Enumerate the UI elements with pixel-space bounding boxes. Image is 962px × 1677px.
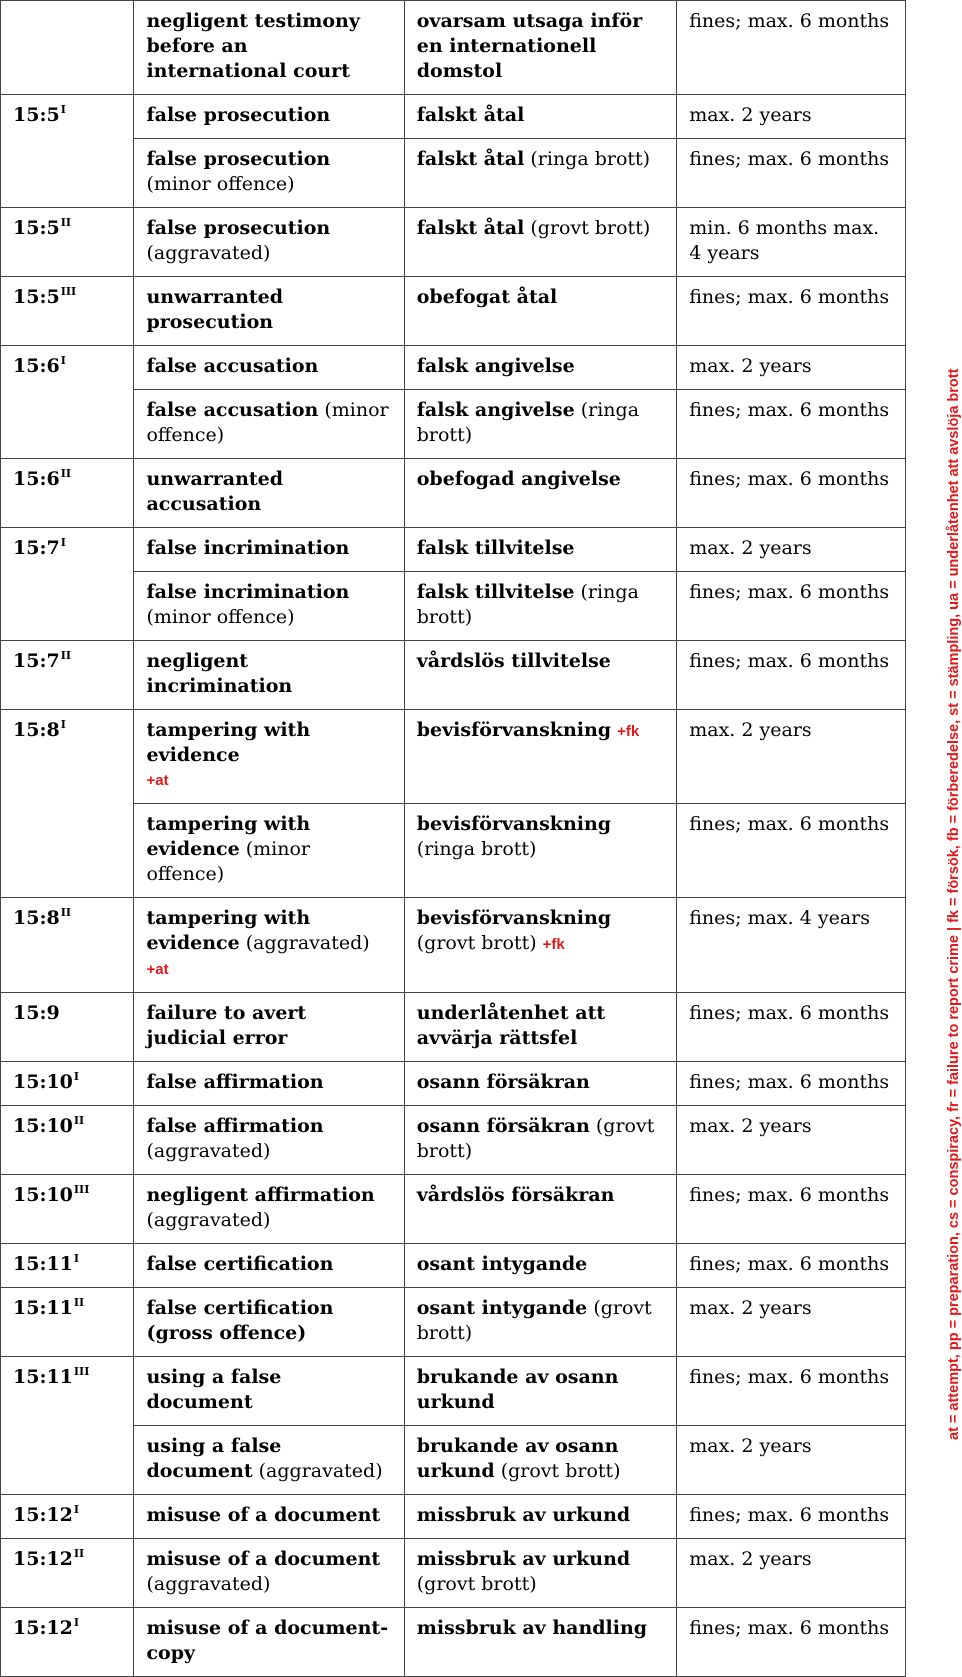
swedish-offence-cell bbox=[404, 1608, 676, 1677]
section-number: 15:8 bbox=[13, 907, 60, 929]
swedish-offence-cell bbox=[404, 1539, 676, 1608]
swedish-offence-cell bbox=[404, 95, 676, 139]
penalty-cell bbox=[677, 390, 906, 459]
penalty-cell bbox=[677, 993, 906, 1062]
english-offence-qualifier: (aggravated) bbox=[146, 242, 271, 264]
section-cell bbox=[1, 1062, 134, 1106]
swedish-offence-cell bbox=[404, 459, 676, 528]
swedish-offence-name: obefogad angivelse bbox=[416, 468, 621, 490]
swedish-offence-name: ovarsam utsaga inför en internationell domstol bbox=[416, 10, 643, 82]
penalty-text: fines; max. 6 months bbox=[689, 10, 890, 32]
section-cell bbox=[1, 208, 134, 277]
swedish-offence-cell bbox=[404, 208, 676, 277]
swedish-offence-cell bbox=[404, 1062, 676, 1106]
section-cell bbox=[1, 1175, 134, 1244]
table-row bbox=[1, 139, 906, 208]
english-offence-qualifier: (minor offence) bbox=[146, 399, 389, 446]
swedish-offence-name: brukande av osann urkund bbox=[416, 1435, 619, 1482]
penalty-text: fines; max. 6 months bbox=[689, 1253, 890, 1275]
paragraph-numeral: I bbox=[60, 536, 66, 549]
swedish-offence-cell bbox=[404, 993, 676, 1062]
swedish-offence-qualifier: (ringa brott) bbox=[524, 148, 651, 170]
swedish-offence-name: falsk tillvitelse bbox=[416, 581, 575, 603]
english-offence-name: false prosecution bbox=[146, 217, 331, 239]
penalty-cell bbox=[677, 346, 906, 390]
english-offence-name: false affirmation bbox=[146, 1115, 324, 1137]
english-offence-cell bbox=[134, 1244, 404, 1288]
section-number: 15:6 bbox=[13, 468, 60, 490]
section-cell bbox=[1, 898, 134, 993]
penalty-text: fines; max. 6 months bbox=[689, 1617, 890, 1639]
swedish-offence-cell bbox=[404, 1175, 676, 1244]
section-cell bbox=[1, 804, 134, 898]
swedish-offence-cell bbox=[404, 139, 676, 208]
penalty-cell bbox=[677, 898, 906, 993]
table-row bbox=[1, 390, 906, 459]
english-offence-qualifier: (minor offence) bbox=[146, 173, 295, 195]
english-offence-cell bbox=[134, 1539, 404, 1608]
table-row bbox=[1, 1539, 906, 1608]
swedish-offence-name: bevisförvanskning bbox=[416, 719, 612, 741]
table-row bbox=[1, 804, 906, 898]
table-row bbox=[1, 1106, 906, 1175]
section-cell bbox=[1, 346, 134, 390]
english-offence-cell bbox=[134, 804, 404, 898]
swedish-offence-name: vårdslös försäkran bbox=[416, 1184, 615, 1206]
section-number: 15:11 bbox=[13, 1297, 73, 1319]
swedish-offence-name: brukande av osann urkund bbox=[416, 1366, 619, 1413]
penalty-text: fines; max. 6 months bbox=[689, 650, 890, 672]
penalty-cell bbox=[677, 528, 906, 572]
english-punishability-tag: +at bbox=[146, 772, 169, 789]
section-number: 15:12 bbox=[13, 1504, 73, 1526]
penalty-cell bbox=[677, 277, 906, 346]
table-row bbox=[1, 993, 906, 1062]
section-cell bbox=[1, 1539, 134, 1608]
english-offence-qualifier: (aggravated) bbox=[146, 1209, 271, 1231]
swedish-offence-cell bbox=[404, 804, 676, 898]
section-number: 15:7 bbox=[13, 650, 60, 672]
penalty-text: fines; max. 4 years bbox=[689, 907, 870, 929]
english-offence-name: tampering with evidence bbox=[146, 719, 311, 766]
english-offence-name: unwarranted accusation bbox=[146, 468, 284, 515]
penalty-cell bbox=[677, 641, 906, 710]
english-offence-cell bbox=[134, 528, 404, 572]
english-offence-cell bbox=[134, 993, 404, 1062]
table-row bbox=[1, 277, 906, 346]
section-cell bbox=[1, 1244, 134, 1288]
swedish-offence-cell bbox=[404, 641, 676, 710]
swedish-offence-name: vårdslös tillvitelse bbox=[416, 650, 611, 672]
section-cell bbox=[1, 459, 134, 528]
paragraph-numeral: II bbox=[73, 1114, 85, 1127]
swedish-offence-name: falskt åtal bbox=[416, 148, 525, 170]
penalty-cell bbox=[677, 1539, 906, 1608]
penalty-cell bbox=[677, 459, 906, 528]
swedish-offence-qualifier: (ringa brott) bbox=[416, 581, 639, 628]
english-punishability-tag: +at bbox=[146, 961, 169, 978]
english-offence-cell bbox=[134, 95, 404, 139]
swedish-offence-qualifier: (grovt brott) bbox=[416, 1297, 652, 1344]
penalty-text: fines; max. 6 months bbox=[689, 286, 890, 308]
english-offence-name: tampering with evidence bbox=[146, 907, 311, 954]
paragraph-numeral: II bbox=[73, 1547, 85, 1560]
penalty-text: max. 2 years bbox=[689, 1435, 812, 1457]
english-offence-cell bbox=[134, 1106, 404, 1175]
swedish-offence-name: osant intygande bbox=[416, 1253, 588, 1275]
penalty-text: fines; max. 6 months bbox=[689, 1002, 890, 1024]
penalty-text: max. 2 years bbox=[689, 1297, 812, 1319]
penalty-text: fines; max. 6 months bbox=[689, 813, 890, 835]
section-cell bbox=[1, 572, 134, 641]
english-offence-qualifier: (aggravated) bbox=[239, 932, 370, 954]
penalty-cell bbox=[677, 572, 906, 641]
english-offence-cell bbox=[134, 208, 404, 277]
swedish-offence-qualifier: (ringa brott) bbox=[416, 399, 640, 446]
swedish-offence-cell bbox=[404, 1495, 676, 1539]
section-number: 15:5 bbox=[13, 286, 60, 308]
english-offence-qualifier: (aggravated) bbox=[252, 1460, 383, 1482]
table-row bbox=[1, 346, 906, 390]
paragraph-numeral: I bbox=[73, 1616, 80, 1629]
swedish-offence-name: falsk angivelse bbox=[416, 399, 575, 421]
swedish-offence-qualifier: (grovt brott) bbox=[494, 1460, 621, 1482]
english-offence-cell bbox=[134, 390, 404, 459]
english-offence-cell bbox=[134, 139, 404, 208]
english-offence-cell bbox=[134, 1357, 404, 1426]
section-cell bbox=[1, 95, 134, 139]
table-row bbox=[1, 898, 906, 993]
english-offence-cell bbox=[134, 1062, 404, 1106]
paragraph-numeral: II bbox=[60, 467, 71, 480]
swedish-offence-cell bbox=[404, 1357, 676, 1426]
penalty-text: max. 2 years bbox=[689, 1115, 812, 1137]
english-offence-cell bbox=[134, 346, 404, 390]
section-number: 15:12 bbox=[13, 1617, 73, 1639]
english-offence-cell bbox=[134, 710, 404, 804]
section-cell bbox=[1, 993, 134, 1062]
table-row bbox=[1, 1426, 906, 1495]
swedish-offence-name: falskt åtal bbox=[416, 217, 525, 239]
english-offence-qualifier: (minor offence) bbox=[146, 838, 310, 885]
swedish-offence-qualifier: (grovt brott) bbox=[416, 1573, 537, 1595]
section-number: 15:11 bbox=[13, 1253, 73, 1275]
section-cell bbox=[1, 277, 134, 346]
english-offence-cell bbox=[134, 898, 404, 993]
english-offence-cell bbox=[134, 572, 404, 641]
penalty-text: fines; max. 6 months bbox=[689, 148, 890, 170]
section-number: 15:9 bbox=[13, 1002, 60, 1024]
english-offence-name: failure to avert judicial error bbox=[146, 1002, 307, 1049]
english-offence-cell bbox=[134, 1426, 404, 1495]
english-offence-qualifier: (aggravated) bbox=[146, 1140, 271, 1162]
paragraph-numeral: I bbox=[60, 718, 66, 731]
english-offence-cell bbox=[134, 277, 404, 346]
penalty-cell bbox=[677, 1, 906, 95]
penalty-cell bbox=[677, 95, 906, 139]
penalty-cell bbox=[677, 1175, 906, 1244]
swedish-punishability-tag: +fk bbox=[542, 936, 565, 953]
swedish-offence-qualifier: (grovt brott) bbox=[416, 932, 537, 954]
swedish-offence-name: falskt åtal bbox=[416, 104, 525, 126]
table-row bbox=[1, 572, 906, 641]
section-number: 15:5 bbox=[13, 104, 60, 126]
paragraph-numeral: II bbox=[60, 649, 71, 662]
section-number: 15:5 bbox=[13, 217, 60, 239]
paragraph-numeral: III bbox=[73, 1183, 90, 1196]
table-row bbox=[1, 1175, 906, 1244]
english-offence-cell bbox=[134, 1495, 404, 1539]
section-number: 15:10 bbox=[13, 1115, 73, 1137]
table-row bbox=[1, 1, 906, 95]
english-offence-name: false prosecution bbox=[146, 104, 331, 126]
swedish-offence-cell bbox=[404, 710, 676, 804]
penalty-cell bbox=[677, 1062, 906, 1106]
paragraph-numeral: I bbox=[60, 354, 66, 367]
swedish-punishability-tag: +fk bbox=[617, 723, 640, 740]
swedish-offence-name: missbruk av handling bbox=[416, 1617, 648, 1639]
english-offence-cell bbox=[134, 1, 404, 95]
swedish-offence-name: obefogat åtal bbox=[416, 286, 558, 308]
paragraph-numeral: I bbox=[73, 1070, 80, 1083]
penalty-text: fines; max. 6 months bbox=[689, 1366, 890, 1388]
table-row bbox=[1, 1608, 906, 1677]
section-cell bbox=[1, 1608, 134, 1677]
english-offence-name: false accusation bbox=[146, 399, 319, 421]
table-row bbox=[1, 1357, 906, 1426]
paragraph-numeral: II bbox=[73, 1296, 85, 1309]
penalty-cell bbox=[677, 1608, 906, 1677]
table-row bbox=[1, 1288, 906, 1357]
abbreviation-legend: at = attempt, pp = preparation, cs = conspiracy, fr = failure to report crime | fk = försök, fb = förberedelse, st = stämpling, ua = underlåtenhet att avslöja brott bbox=[946, 368, 962, 1440]
section-number: 15:10 bbox=[13, 1184, 73, 1206]
table-row bbox=[1, 208, 906, 277]
swedish-offence-name: osann försäkran bbox=[416, 1071, 590, 1093]
english-offence-name: misuse of a document bbox=[146, 1504, 381, 1526]
penalty-cell bbox=[677, 1426, 906, 1495]
swedish-offence-name: missbruk av urkund bbox=[416, 1504, 631, 1526]
swedish-offence-name: bevisförvanskning bbox=[416, 907, 612, 929]
paragraph-numeral: III bbox=[73, 1365, 90, 1378]
table-row bbox=[1, 1244, 906, 1288]
swedish-offence-name: osann försäkran bbox=[416, 1115, 590, 1137]
paragraph-numeral: II bbox=[60, 906, 71, 919]
section-cell bbox=[1, 390, 134, 459]
penalty-cell bbox=[677, 139, 906, 208]
english-offence-cell bbox=[134, 1288, 404, 1357]
penalty-cell bbox=[677, 1357, 906, 1426]
swedish-offence-name: underlåtenhet att avvärja rättsfel bbox=[416, 1002, 606, 1049]
english-offence-name: using a false document bbox=[146, 1435, 282, 1482]
table-row bbox=[1, 710, 906, 804]
swedish-offence-cell bbox=[404, 390, 676, 459]
english-offence-name: unwarranted prosecution bbox=[146, 286, 284, 333]
swedish-offence-cell bbox=[404, 1, 676, 95]
swedish-offence-name: osant intygande bbox=[416, 1297, 588, 1319]
penalty-text: fines; max. 6 months bbox=[689, 468, 890, 490]
paragraph-numeral: I bbox=[73, 1252, 80, 1265]
penalty-text: max. 2 years bbox=[689, 104, 812, 126]
english-offence-name: tampering with evidence bbox=[146, 813, 311, 860]
section-number: 15:11 bbox=[13, 1366, 73, 1388]
english-offence-name: negligent incrimination bbox=[146, 650, 293, 697]
penalty-cell bbox=[677, 1244, 906, 1288]
english-offence-cell bbox=[134, 1608, 404, 1677]
penalty-cell bbox=[677, 804, 906, 898]
english-offence-name: false certification (gross offence) bbox=[146, 1297, 334, 1344]
section-cell bbox=[1, 1288, 134, 1357]
swedish-offence-cell bbox=[404, 898, 676, 993]
english-offence-qualifier: (minor offence) bbox=[146, 606, 295, 628]
paragraph-numeral: I bbox=[73, 1503, 80, 1516]
paragraph-numeral: III bbox=[60, 285, 77, 298]
penalty-text: fines; max. 6 months bbox=[689, 1504, 890, 1526]
english-offence-name: false incrimination bbox=[146, 581, 350, 603]
swedish-offence-name: falsk tillvitelse bbox=[416, 537, 575, 559]
penalty-cell bbox=[677, 208, 906, 277]
english-offence-name: negligent testimony before an international court bbox=[146, 10, 360, 82]
swedish-offence-cell bbox=[404, 277, 676, 346]
english-offence-name: misuse of a document bbox=[146, 1548, 381, 1570]
paragraph-numeral: I bbox=[60, 103, 66, 116]
section-cell bbox=[1, 641, 134, 710]
swedish-offence-cell bbox=[404, 572, 676, 641]
swedish-offence-qualifier: (ringa brott) bbox=[416, 838, 537, 860]
table-row bbox=[1, 1495, 906, 1539]
swedish-offence-name: missbruk av urkund bbox=[416, 1548, 631, 1570]
section-number: 15:6 bbox=[13, 355, 60, 377]
english-offence-name: false incrimination bbox=[146, 537, 350, 559]
table-row bbox=[1, 459, 906, 528]
penalty-text: min. 6 months max. 4 years bbox=[689, 217, 880, 264]
penalty-cell bbox=[677, 1288, 906, 1357]
swedish-offence-name: bevisförvanskning bbox=[416, 813, 612, 835]
section-number: 15:12 bbox=[13, 1548, 73, 1570]
english-offence-name: false certification bbox=[146, 1253, 334, 1275]
paragraph-numeral: II bbox=[60, 216, 71, 229]
english-offence-name: false accusation bbox=[146, 355, 319, 377]
penalty-text: fines; max. 6 months bbox=[689, 581, 890, 603]
section-cell bbox=[1, 1426, 134, 1495]
section-cell bbox=[1, 528, 134, 572]
section-cell bbox=[1, 139, 134, 208]
penalty-text: max. 2 years bbox=[689, 355, 812, 377]
english-offence-cell bbox=[134, 641, 404, 710]
penalty-cell bbox=[677, 710, 906, 804]
section-cell bbox=[1, 1495, 134, 1539]
penalty-cell bbox=[677, 1495, 906, 1539]
penalty-text: fines; max. 6 months bbox=[689, 1184, 890, 1206]
section-cell bbox=[1, 1106, 134, 1175]
swedish-offence-name: falsk angivelse bbox=[416, 355, 575, 377]
section-cell bbox=[1, 710, 134, 804]
english-offence-name: false affirmation bbox=[146, 1071, 324, 1093]
penalty-text: max. 2 years bbox=[689, 537, 812, 559]
swedish-offence-qualifier: (grovt brott) bbox=[416, 1115, 655, 1162]
offence-table-body bbox=[1, 1, 906, 1677]
penalty-cell bbox=[677, 1106, 906, 1175]
swedish-offence-cell bbox=[404, 1426, 676, 1495]
penalty-text: fines; max. 6 months bbox=[689, 1071, 890, 1093]
english-offence-qualifier: (aggravated) bbox=[146, 1573, 271, 1595]
section-cell bbox=[1, 1, 134, 95]
section-number: 15:7 bbox=[13, 537, 60, 559]
english-offence-cell bbox=[134, 1175, 404, 1244]
table-row bbox=[1, 95, 906, 139]
english-offence-cell bbox=[134, 459, 404, 528]
penalty-text: fines; max. 6 months bbox=[689, 399, 890, 421]
table-row bbox=[1, 1062, 906, 1106]
english-offence-name: false prosecution bbox=[146, 148, 331, 170]
section-number: 15:10 bbox=[13, 1071, 73, 1093]
penalty-text: max. 2 years bbox=[689, 1548, 812, 1570]
swedish-offence-cell bbox=[404, 1244, 676, 1288]
swedish-offence-cell bbox=[404, 1106, 676, 1175]
table-row bbox=[1, 641, 906, 710]
swedish-offence-cell bbox=[404, 1288, 676, 1357]
english-offence-name: misuse of a document-copy bbox=[146, 1617, 389, 1664]
swedish-offence-cell bbox=[404, 528, 676, 572]
table-row bbox=[1, 528, 906, 572]
section-number: 15:8 bbox=[13, 719, 60, 741]
english-offence-name: using a false document bbox=[146, 1366, 282, 1413]
penalty-text: max. 2 years bbox=[689, 719, 812, 741]
swedish-offence-cell bbox=[404, 346, 676, 390]
swedish-offence-qualifier: (grovt brott) bbox=[524, 217, 651, 239]
section-cell bbox=[1, 1357, 134, 1426]
english-offence-name: negligent affirmation bbox=[146, 1184, 375, 1206]
